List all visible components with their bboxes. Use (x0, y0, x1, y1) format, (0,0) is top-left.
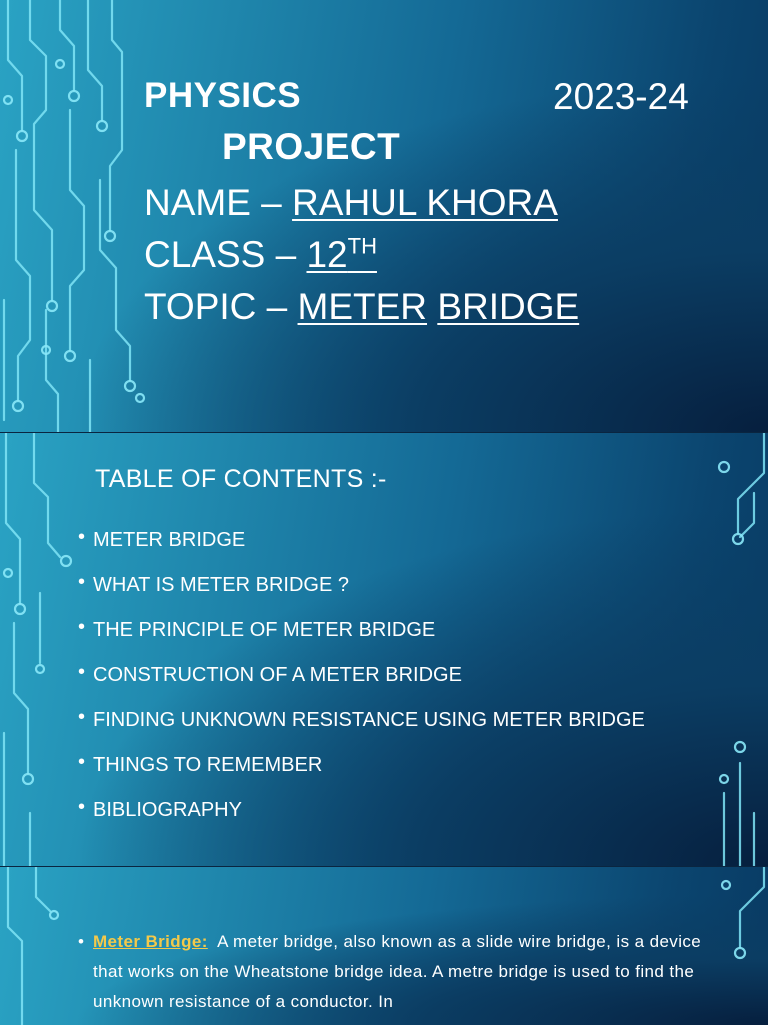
topic-label: TOPIC – (144, 286, 298, 327)
contents-item: • THE PRINCIPLE OF METER BRIDGE (78, 615, 645, 660)
circuit-decoration-left (0, 0, 160, 432)
class-label: CLASS – (144, 234, 307, 275)
class-value (306, 234, 376, 275)
circuit-decoration-left (0, 433, 90, 866)
contents-item: • BIBLIOGRAPHY (78, 795, 645, 840)
class-line (144, 234, 377, 276)
class-suffix: TH (347, 233, 377, 259)
name-label: NAME – (144, 182, 293, 223)
class-number: 12 (306, 234, 348, 275)
contents-item: • WHAT IS METER BRIDGE ? (78, 570, 645, 615)
contents-item: • THINGS TO REMEMBER (78, 750, 645, 795)
contents-list (78, 525, 645, 840)
title-slide (0, 0, 768, 432)
contents-item: • CONSTRUCTION OF A METER BRIDGE (78, 660, 645, 705)
subject-title: PHYSICS (144, 76, 302, 115)
topic-value-2: BRIDGE (437, 286, 580, 327)
name-value: RAHUL KHORA (292, 182, 558, 223)
paragraph-lead: Meter Bridge: (93, 932, 208, 951)
contents-slide (0, 432, 768, 866)
name-line (144, 182, 558, 224)
circuit-decoration-right (690, 433, 768, 866)
topic-line (144, 286, 579, 328)
contents-title: TABLE OF CONTENTS :- (95, 465, 387, 493)
circuit-decoration-left (0, 867, 60, 1025)
paragraph-text: A meter bridge, also known as a slide wire bridge, is a device that works on the Wheatstone bridge idea. A metre bridge is used to find the unknown resistance of a conductor. In (93, 932, 702, 1011)
contents-item: • METER BRIDGE (78, 525, 645, 570)
project-title: PROJECT (222, 126, 401, 167)
content-slide (0, 866, 768, 1025)
meter-bridge-paragraph (78, 927, 723, 1017)
academic-year: 2023-24 (553, 76, 689, 117)
topic-value-1: METER (297, 286, 428, 327)
contents-item: • FINDING UNKNOWN RESISTANCE USING METER BRIDGE (78, 705, 645, 750)
